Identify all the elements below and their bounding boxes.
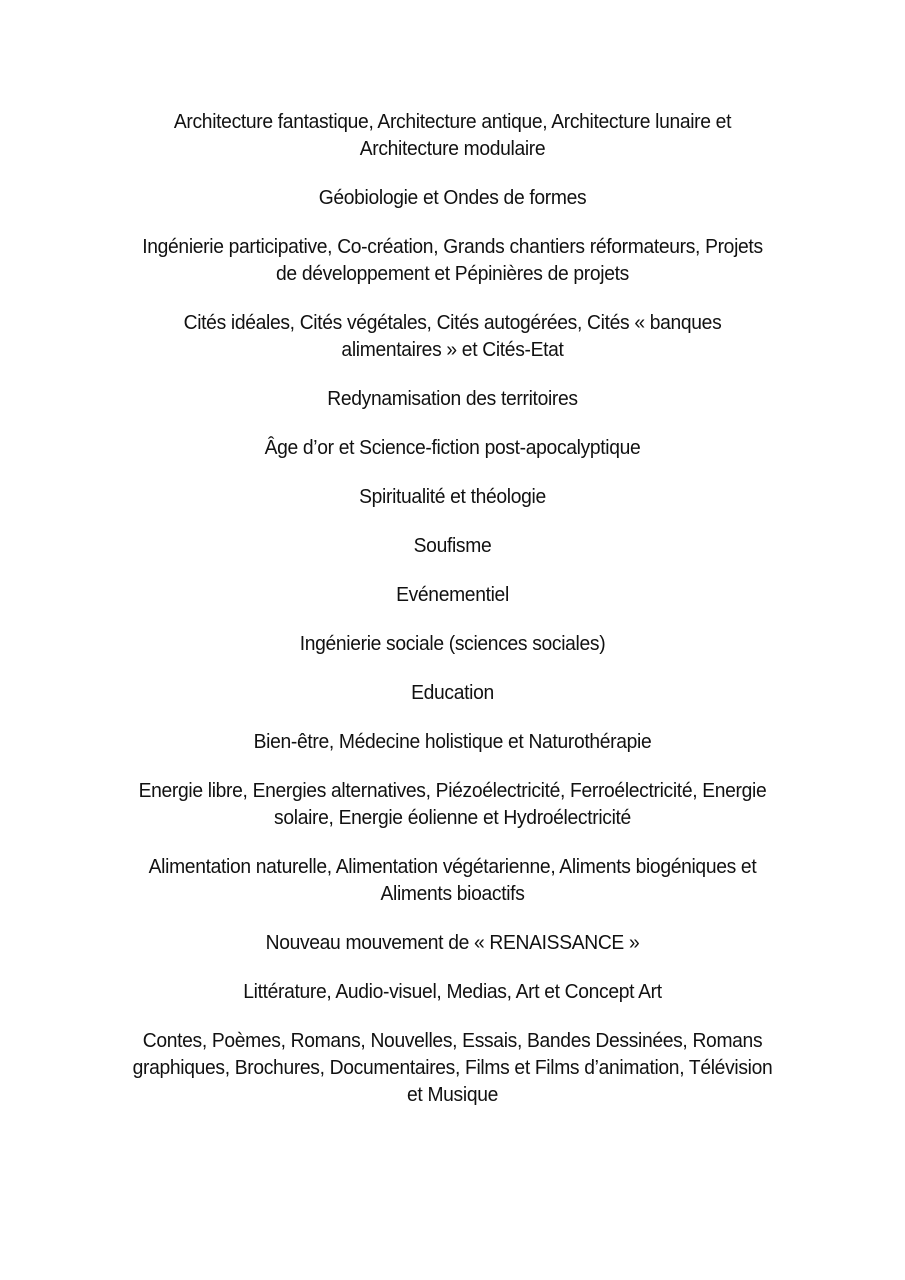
topic-paragraph-architecture xyxy=(121,108,784,162)
text-line: Bien-être, Médecine holistique et Naturothérapie xyxy=(253,730,652,753)
topic-paragraph-education xyxy=(121,679,784,706)
text-line: Energie libre, Energies alternatives, Piézoélectricité, Ferroélectricité, Energie xyxy=(138,779,767,802)
text-line: Redynamisation des territoires xyxy=(327,387,578,410)
text-line: Architecture modulaire xyxy=(359,137,546,160)
topic-paragraph-redynamisation xyxy=(121,385,784,412)
topic-paragraph-ingenierie-sociale xyxy=(121,630,784,657)
text-line: graphiques, Brochures, Documentaires, Films et Films d’animation, Télévision xyxy=(132,1056,773,1079)
text-line: Littérature, Audio-visuel, Medias, Art et Concept Art xyxy=(243,980,662,1003)
topic-paragraph-cites xyxy=(121,309,784,363)
topic-paragraph-geobiologie xyxy=(121,184,784,211)
topic-paragraph-contes xyxy=(121,1027,784,1108)
text-line: Nouveau mouvement de « RENAISSANCE » xyxy=(265,931,640,954)
text-line: Ingénierie participative, Co-création, Grands chantiers réformateurs, Projets xyxy=(142,235,763,258)
topic-paragraph-spiritualite xyxy=(121,483,784,510)
text-line: alimentaires » et Cités-Etat xyxy=(341,338,564,361)
text-line: Spiritualité et théologie xyxy=(359,485,546,508)
topic-paragraph-renaissance xyxy=(121,929,784,956)
text-line: de développement et Pépinières de projets xyxy=(276,262,629,285)
text-line: Ingénierie sociale (sciences sociales) xyxy=(299,632,606,655)
text-line: Soufisme xyxy=(413,534,492,557)
text-line: Architecture fantastique, Architecture antique, Architecture lunaire et xyxy=(173,110,732,133)
text-line: solaire, Energie éolienne et Hydroélectricité xyxy=(274,806,631,829)
text-line: Alimentation naturelle, Alimentation végétarienne, Aliments biogéniques et xyxy=(148,855,757,878)
text-line: Géobiologie et Ondes de formes xyxy=(318,186,587,209)
topic-paragraph-litterature xyxy=(121,978,784,1005)
topic-paragraph-age-dor xyxy=(121,434,784,461)
text-line: Âge d’or et Science-fiction post-apocalyptique xyxy=(264,436,641,459)
text-line: Evénementiel xyxy=(396,583,509,606)
topic-paragraph-alimentation xyxy=(121,853,784,907)
document-page xyxy=(121,108,784,1130)
text-line: Contes, Poèmes, Romans, Nouvelles, Essais, Bandes Dessinées, Romans xyxy=(142,1029,763,1052)
text-line: Cités idéales, Cités végétales, Cités autogérées, Cités « banques xyxy=(183,311,722,334)
topic-paragraph-bien-etre xyxy=(121,728,784,755)
topic-paragraph-ingenierie-participative xyxy=(121,233,784,287)
topic-paragraph-energie xyxy=(121,777,784,831)
topic-paragraph-evenementiel xyxy=(121,581,784,608)
text-line: et Musique xyxy=(407,1083,498,1106)
text-line: Education xyxy=(411,681,494,704)
topic-paragraph-soufisme xyxy=(121,532,784,559)
text-line: Aliments bioactifs xyxy=(380,882,525,905)
